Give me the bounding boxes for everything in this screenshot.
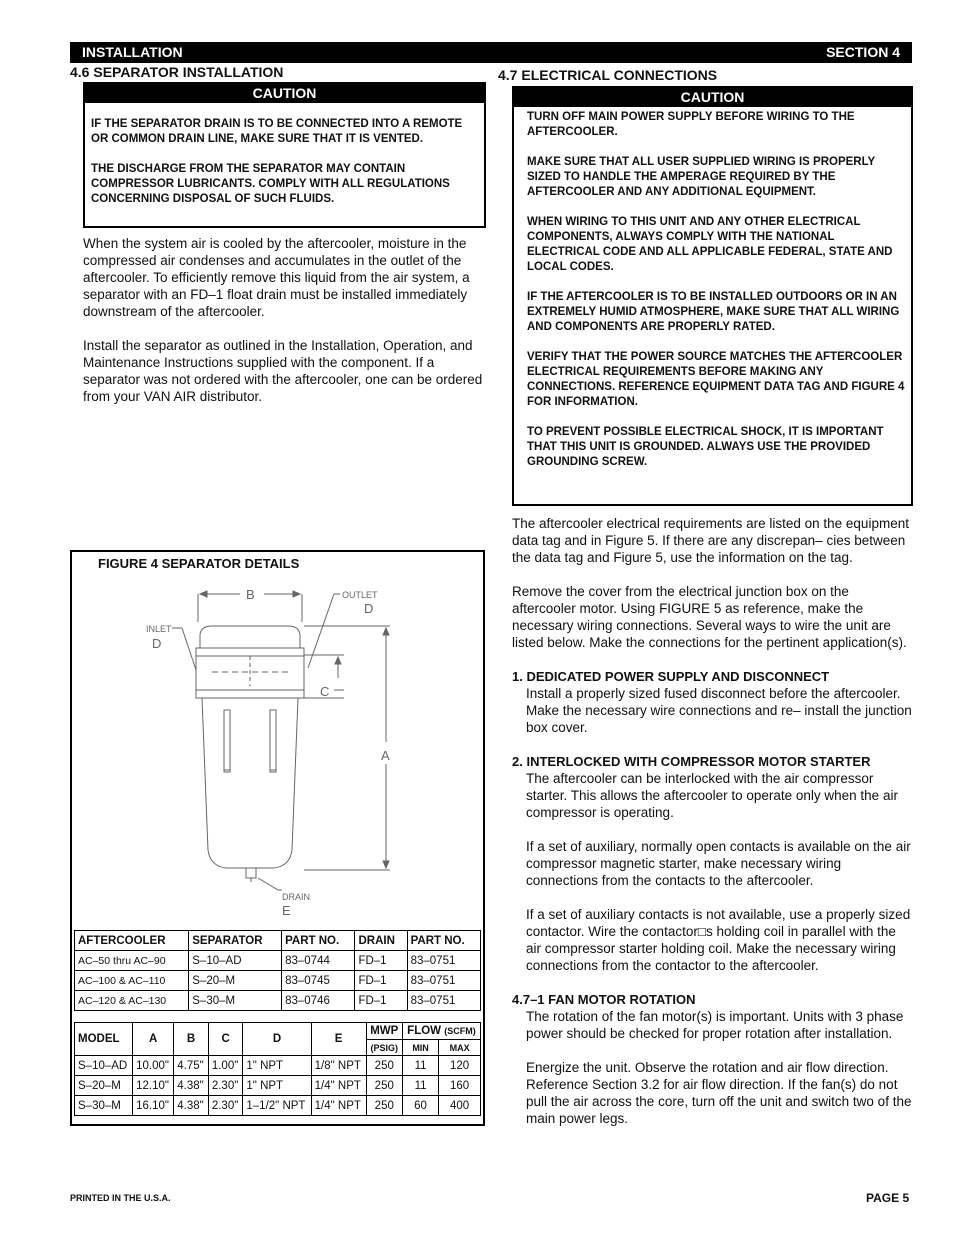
body-paragraph: Install a properly sized fused disconnect before the aftercooler. Make the necessary wire connections and re– install the junction box cover. xyxy=(526,686,912,735)
drain-e-label: E xyxy=(282,903,291,918)
caution-paragraph: VERIFY THAT THE POWER SOURCE MATCHES THE AFTERCOOLER ELECTRICAL REQUIREMENTS BEFORE MAKING ANY CONNECTIONS. REFERENCE EQUIPMENT DATA TAG AND FIGURE 4 FOR INFORMATION. xyxy=(527,351,905,408)
separator-body-text xyxy=(83,235,485,422)
header-right: SECTION 4 xyxy=(826,44,900,60)
table-cell: 83–0745 xyxy=(282,971,355,991)
separator-drawing xyxy=(72,552,483,930)
table-cell: S–20–M xyxy=(189,971,282,991)
table-row xyxy=(75,951,481,971)
table-cell: 16.10" xyxy=(133,1096,174,1116)
table-cell: S–30–M xyxy=(189,991,282,1011)
table-cell: 1" NPT xyxy=(243,1076,311,1096)
table-cell: 83–0751 xyxy=(407,951,480,971)
col-header: E xyxy=(311,1023,366,1056)
col-header: AFTERCOOLER xyxy=(75,931,189,951)
caution-paragraph: IF THE SEPARATOR DRAIN IS TO BE CONNECTED INTO A REMOTE OR COMMON DRAIN LINE, MAKE SURE THAT IT IS VENTED. xyxy=(91,118,463,145)
table-cell: 1/8" NPT xyxy=(311,1056,366,1076)
table-cell: 10.00" xyxy=(133,1056,174,1076)
figure-4-box xyxy=(70,550,485,1126)
table-row xyxy=(75,1076,481,1096)
item-1-title: 1. DEDICATED POWER SUPPLY AND DISCONNECT xyxy=(512,669,830,684)
outlet-label: OUTLET xyxy=(342,590,378,600)
table-cell: 1" NPT xyxy=(243,1056,311,1076)
header-left: INSTALLATION xyxy=(82,44,183,60)
table-cell: 250 xyxy=(366,1076,402,1096)
table-row xyxy=(75,991,481,1011)
col-header: A xyxy=(133,1023,174,1056)
aftercooler-separator-table xyxy=(74,930,481,1011)
separator-dimensions-table xyxy=(74,1022,481,1116)
item-1-body xyxy=(512,685,912,736)
body-paragraph: If a set of auxiliary, normally open contacts is available on the air compressor magnetic starter, make necessary wiring connections from the contacts to the aftercooler. xyxy=(526,839,911,888)
section-4-7-title: 4.7 ELECTRICAL CONNECTIONS xyxy=(498,67,718,83)
col-header-max: MAX xyxy=(439,1040,481,1056)
table-cell: 83–0751 xyxy=(407,971,480,991)
caution-paragraph: IF THE AFTERCOOLER IS TO BE INSTALLED OUTDOORS OR IN AN EXTREMELY HUMID ATMOSPHERE, MAKE SURE THAT ALL WIRING AND COMPONENTS ARE PROPERLY RATED. xyxy=(527,291,900,333)
page-number: PAGE 5 xyxy=(866,1191,910,1205)
caution-paragraph: THE DISCHARGE FROM THE SEPARATOR MAY CONTAIN COMPRESSOR LUBRICANTS. COMPLY WITH ALL REGULATIONS CONCERNING DISPOSAL OF SUCH FLUIDS. xyxy=(91,163,450,205)
dim-c-label: C xyxy=(320,684,330,699)
table-cell: 120 xyxy=(439,1056,481,1076)
item-2-title: 2. INTERLOCKED WITH COMPRESSOR MOTOR STARTER xyxy=(512,754,871,769)
table-cell: S–30–M xyxy=(75,1096,133,1116)
table-row xyxy=(75,1096,481,1116)
col-header: C xyxy=(208,1023,243,1056)
table-cell: FD–1 xyxy=(355,951,407,971)
table-cell: 83–0744 xyxy=(282,951,355,971)
table-cell: S–10–AD xyxy=(75,1056,133,1076)
inlet-d-label: D xyxy=(152,636,162,651)
table-cell: 4.75" xyxy=(174,1056,209,1076)
drain-label: DRAIN xyxy=(282,892,311,902)
footer-printed: PRINTED IN THE U.S.A. xyxy=(70,1193,171,1203)
table-cell: AC–50 thru AC–90 xyxy=(75,951,189,971)
table-cell: 250 xyxy=(366,1096,402,1116)
table-cell: 83–0746 xyxy=(282,991,355,1011)
item-3-body xyxy=(512,1008,912,1127)
col-header-mwp: MWP xyxy=(366,1023,402,1040)
table-cell: 1.00" xyxy=(208,1056,243,1076)
table-cell: 83–0751 xyxy=(407,991,480,1011)
body-paragraph: Energize the unit. Observe the rotation and air flow direction. Reference Section 3.2 for air flow direction. If the fan(s) do not pull the air across the core, turn off the unit and switch two of the main power legs. xyxy=(526,1060,912,1126)
section-header-bar xyxy=(70,42,912,63)
outlet-d-label: D xyxy=(364,601,374,616)
table-cell: S–10–AD xyxy=(189,951,282,971)
caution-box-electrical xyxy=(512,86,913,506)
col-header: SEPARATOR xyxy=(189,931,282,951)
caution-paragraph: MAKE SURE THAT ALL USER SUPPLIED WIRING IS PROPERLY SIZED TO HANDLE THE AMPERAGE REQUIRED BY THE AFTERCOOLER AND ANY ADDITIONAL EQUIPMENT. xyxy=(527,156,876,198)
table-cell: AC–100 & AC–110 xyxy=(75,971,189,991)
table-cell: 4.38" xyxy=(174,1096,209,1116)
table-cell: 60 xyxy=(402,1096,438,1116)
caution-paragraph: TURN OFF MAIN POWER SUPPLY BEFORE WIRING TO THE AFTERCOOLER. xyxy=(527,111,855,138)
table-cell: 2.30" xyxy=(208,1076,243,1096)
body-paragraph: The rotation of the fan motor(s) is important. Units with 3 phase power should be checked for proper rotation after installation. xyxy=(526,1009,904,1041)
col-header-flow xyxy=(402,1023,480,1040)
caution-body xyxy=(85,103,484,207)
table-cell: 12.10" xyxy=(133,1076,174,1096)
inlet-label: INLET xyxy=(146,624,172,634)
caution-header: CAUTION xyxy=(514,88,911,107)
flow-unit: (SCFM) xyxy=(444,1026,476,1036)
caution-header: CAUTION xyxy=(85,84,484,103)
section-4-6-title: 4.6 SEPARATOR INSTALLATION xyxy=(70,64,284,80)
table-cell: 1/4" NPT xyxy=(311,1096,366,1116)
table-cell: FD–1 xyxy=(355,971,407,991)
dim-b-label: B xyxy=(246,587,255,602)
electrical-body-text xyxy=(512,515,912,1144)
col-header: D xyxy=(243,1023,311,1056)
col-header: PART NO. xyxy=(407,931,480,951)
item-2-body xyxy=(512,770,912,974)
table-header-row xyxy=(75,931,481,951)
table-row xyxy=(75,1056,481,1076)
table-cell: 11 xyxy=(402,1076,438,1096)
body-paragraph: Remove the cover from the electrical junction box on the aftercooler motor. Using FIGURE 5 as reference, make the necessary wiring connections. Several ways to wire the unit are listed below. Make the connections for the pertinent application(s). xyxy=(512,584,907,650)
item-3-title: 4.7–1 FAN MOTOR ROTATION xyxy=(512,992,696,1007)
table-header-row xyxy=(75,1023,481,1040)
caution-body xyxy=(514,107,911,470)
table-cell: 2.30" xyxy=(208,1096,243,1116)
table-cell: 250 xyxy=(366,1056,402,1076)
table-row xyxy=(75,971,481,991)
body-paragraph: The aftercooler can be interlocked with the air compressor starter. This allows the aftercooler to operate only when the air compressor is operating. xyxy=(526,771,898,820)
flow-label: FLOW xyxy=(407,1025,442,1037)
table-cell: 160 xyxy=(439,1076,481,1096)
col-header-psig: (PSIG) xyxy=(366,1040,402,1056)
body-paragraph: Install the separator as outlined in the Installation, Operation, and Maintenance Instructions supplied with the component. If a separator was not ordered with the aftercooler, one can be ordered from your VAN AIR distributor. xyxy=(83,338,483,404)
body-paragraph: If a set of auxiliary contacts is not available, use a properly sized contactor. Wire the contactor□s holding coil in parallel with the air compressor starter holding coil. Make the necessary wiring connections from the contactor to the aftercooler. xyxy=(526,907,911,973)
caution-box-separator xyxy=(83,82,486,228)
col-header-min: MIN xyxy=(402,1040,438,1056)
col-header: B xyxy=(174,1023,209,1056)
table-cell: S–20–M xyxy=(75,1076,133,1096)
body-paragraph: When the system air is cooled by the aftercooler, moisture in the compressed air condenses and accumulates in the outlet of the aftercooler. To efficiently remove this liquid from the air system, a separator with an FD–1 float drain must be installed immediately downstream of the aftercooler. xyxy=(83,236,470,319)
dim-a-label: A xyxy=(381,748,390,763)
caution-paragraph: TO PREVENT POSSIBLE ELECTRICAL SHOCK, IT IS IMPORTANT THAT THIS UNIT IS GROUNDED. ALWAYS USE THE PROVIDED GROUNDING SCREW. xyxy=(527,426,884,468)
table-cell: 11 xyxy=(402,1056,438,1076)
body-paragraph: The aftercooler electrical requirements are listed on the equipment data tag and in Figure 5. If there are any discrepan– cies between the data tag and Figure 5, use the information on the tag. xyxy=(512,516,909,565)
table-cell: 4.38" xyxy=(174,1076,209,1096)
col-header: MODEL xyxy=(75,1023,133,1056)
table-cell: 1–1/2" NPT xyxy=(243,1096,311,1116)
caution-paragraph: WHEN WIRING TO THIS UNIT AND ANY OTHER ELECTRICAL COMPONENTS, ALWAYS COMPLY WITH THE NATIONAL ELECTRICAL CODE AND ALL APPLICABLE FEDERAL, STATE AND LOCAL CODES. xyxy=(527,216,893,273)
col-header: PART NO. xyxy=(282,931,355,951)
col-header: DRAIN xyxy=(355,931,407,951)
table-cell: 400 xyxy=(439,1096,481,1116)
figure-title: FIGURE 4 SEPARATOR DETAILS xyxy=(98,556,300,571)
table-cell: AC–120 & AC–130 xyxy=(75,991,189,1011)
table-cell: 1/4" NPT xyxy=(311,1076,366,1096)
table-cell: FD–1 xyxy=(355,991,407,1011)
